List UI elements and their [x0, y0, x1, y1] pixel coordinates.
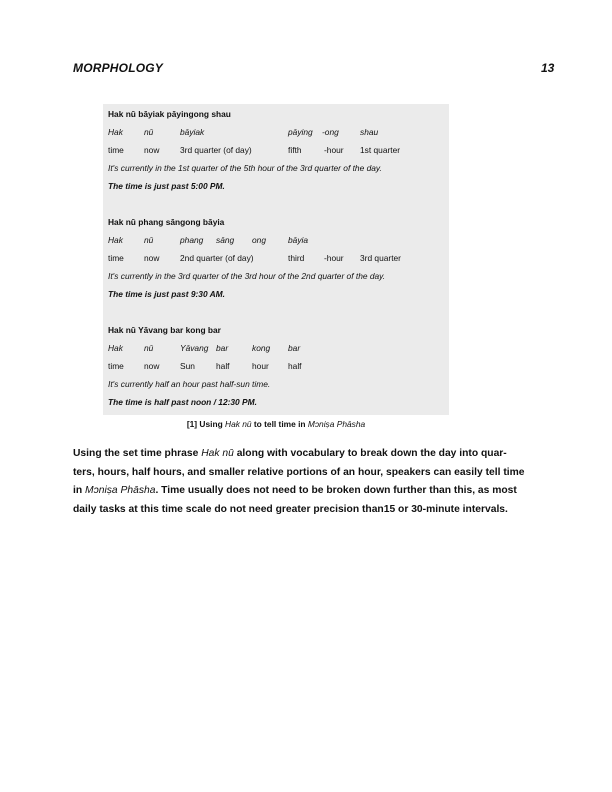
gloss-example-box	[103, 104, 449, 415]
gloss-word: time	[108, 253, 124, 263]
gloss-word: -hour	[324, 253, 344, 263]
source-word: pāying	[288, 127, 313, 137]
body-paragraph	[73, 445, 525, 520]
running-header-section: MORPHOLOGY	[73, 61, 164, 75]
example-title: Hak nū bāyiak pāyingong shau	[108, 109, 231, 119]
caption-phrase: Hak nū	[225, 419, 252, 429]
result-line: The time is just past 5:00 PM.	[108, 181, 225, 191]
language-italic: Mɔniṣa Phāsha	[85, 485, 156, 497]
example-title: Hak nū Yāvang bar kong bar	[108, 325, 221, 335]
gloss-word: now	[144, 253, 160, 263]
translation-line: It's currently half an hour past half-sun time.	[108, 379, 271, 389]
source-word: bar	[216, 343, 229, 353]
gloss-word: hour	[252, 361, 269, 371]
source-word: nū	[144, 235, 154, 245]
gloss-word: 3rd quarter	[360, 253, 401, 263]
gloss-word: 2nd quarter (of day)	[180, 253, 254, 263]
source-word: bāyiak	[180, 127, 205, 137]
caption-prefix: [1] Using	[186, 419, 223, 429]
text-segment: Using the set time phrase	[73, 448, 199, 459]
source-word: -ong	[322, 127, 339, 137]
translation-line: It's currently in the 1st quarter of the 5th hour of the 3rd quarter of the day.	[108, 163, 382, 173]
gloss-word: time	[108, 145, 124, 155]
source-word: nū	[144, 343, 154, 353]
gloss-word: 3rd quarter (of day)	[180, 145, 252, 155]
text-segment: in	[73, 485, 83, 497]
source-word: ong	[252, 235, 266, 245]
gloss-word: half	[288, 361, 302, 371]
source-word: Hak	[108, 235, 123, 245]
text-segment: . Time usually does not need to be broken down further than this, as most	[155, 485, 517, 497]
source-word: shau	[360, 127, 379, 137]
translation-line: It's currently in the 3rd quarter of the 3rd hour of the 2nd quarter of the day.	[108, 271, 386, 281]
gloss-word: now	[144, 145, 160, 155]
result-line: The time is half past noon / 12:30 PM.	[108, 397, 257, 407]
source-word: bāyia	[288, 235, 309, 245]
source-word: Hak	[108, 343, 123, 353]
gloss-word: 1st quarter	[360, 145, 401, 155]
figure-caption	[103, 419, 449, 429]
gloss-word: -hour	[324, 145, 344, 155]
source-word: Yāvang	[180, 343, 209, 353]
caption-middle: to tell time in	[253, 419, 306, 429]
paragraph-line	[73, 445, 507, 464]
source-word: Hak	[108, 127, 123, 137]
source-word: nū	[144, 127, 154, 137]
page-number: 13	[541, 61, 555, 75]
source-word: sāng	[216, 235, 235, 245]
result-line: The time is just past 9:30 AM.	[108, 289, 225, 299]
example-title: Hak nū phang sāngong bāyia	[108, 217, 225, 227]
paragraph-line: ters, hours, half hours, and smaller relative portions of an hour, speakers can easily tell time	[73, 466, 525, 478]
paragraph-line	[73, 482, 517, 501]
gloss-word: third	[288, 253, 305, 263]
gloss-word: Sun	[180, 361, 195, 371]
source-word: phang	[180, 235, 204, 245]
gloss-word: now	[144, 361, 160, 371]
gloss-word: half	[216, 361, 230, 371]
source-word: bar	[288, 343, 301, 353]
caption-language: Mɔniṣa Phāsha	[307, 419, 366, 429]
gloss-word: time	[108, 361, 124, 371]
paragraph-line: daily tasks at this time scale do not need greater precision than15 or 30-minute intervals.	[73, 504, 508, 516]
source-word: kong	[252, 343, 271, 353]
text-segment: along with vocabulary to break down the day into quar-	[236, 448, 507, 459]
gloss-word: fifth	[288, 145, 302, 155]
phrase-italic: Hak nū	[201, 448, 234, 459]
